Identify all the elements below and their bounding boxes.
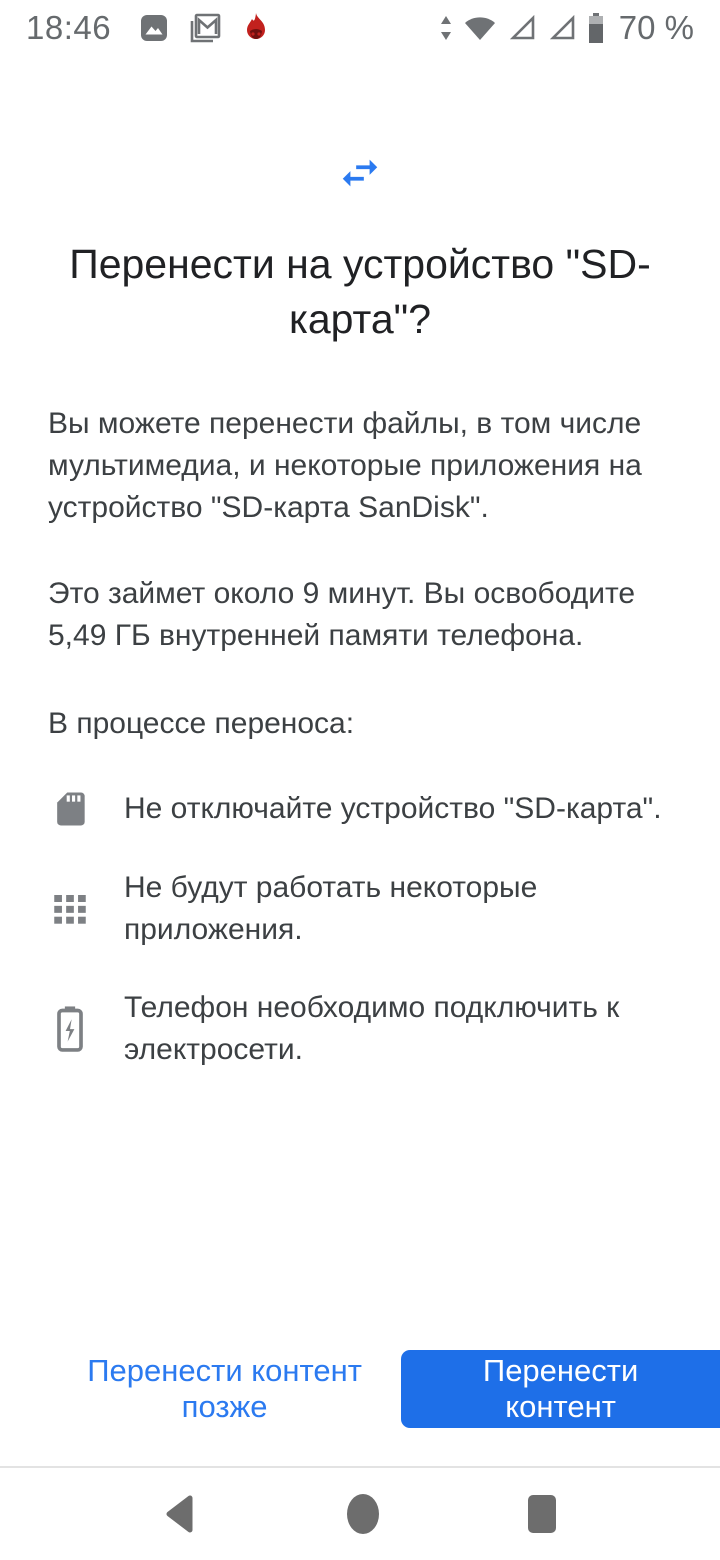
status-bar [0, 0, 720, 56]
back-icon[interactable] [162, 1491, 200, 1537]
list-item-text: Телефон необходимо подключить к электросети. [124, 991, 620, 1066]
home-icon[interactable] [345, 1491, 381, 1537]
sd-card-icon [48, 787, 92, 831]
battery-percent-text: 70 % [618, 9, 694, 46]
dialog-body [0, 347, 720, 1071]
wifi-icon [463, 14, 497, 42]
paragraph-estimate: Это займет около 9 минут. Вы освободите 5,49 ГБ внутренней памяти телефона. [48, 577, 636, 652]
action-bar [0, 1350, 720, 1428]
notification-icons [137, 11, 273, 45]
gmail-icon [187, 11, 223, 45]
list-item [48, 867, 672, 951]
signal-empty-icon [507, 14, 537, 42]
status-time: 18:46 [26, 9, 112, 46]
transfer-later-button[interactable]: Перенести контент позже [48, 1353, 401, 1425]
dialog-hero [0, 150, 720, 201]
battery-icon [587, 12, 605, 44]
list-item-text: Не отключайте устройство "SD-карта". [124, 792, 662, 825]
gallery-icon [137, 11, 171, 45]
data-transfer-arrows-icon [439, 13, 453, 43]
dialog-title: Перенести на устройство "SD-карта"? [69, 241, 651, 342]
battery-charging-icon [48, 1004, 92, 1054]
apps-grid-icon [48, 888, 92, 930]
navigation-bar [0, 1468, 720, 1560]
transfer-content-button[interactable]: Перенести контент [401, 1350, 720, 1428]
list-item [48, 787, 672, 831]
list-item-text: Не будут работать некоторые приложения. [124, 871, 538, 946]
antutu-icon [239, 11, 273, 45]
list-heading: В процессе переноса: [48, 707, 355, 740]
system-icons [439, 9, 694, 47]
warning-list [48, 787, 672, 1071]
list-item [48, 987, 672, 1071]
paragraph-intro: Вы можете перенести файлы, в том числе мультимедиа, и некоторые приложения на устройство "SD-карта SanDisk". [48, 407, 642, 524]
recents-icon[interactable] [526, 1491, 558, 1537]
signal-empty-icon [547, 14, 577, 42]
swap-horizontal-icon [337, 150, 383, 201]
